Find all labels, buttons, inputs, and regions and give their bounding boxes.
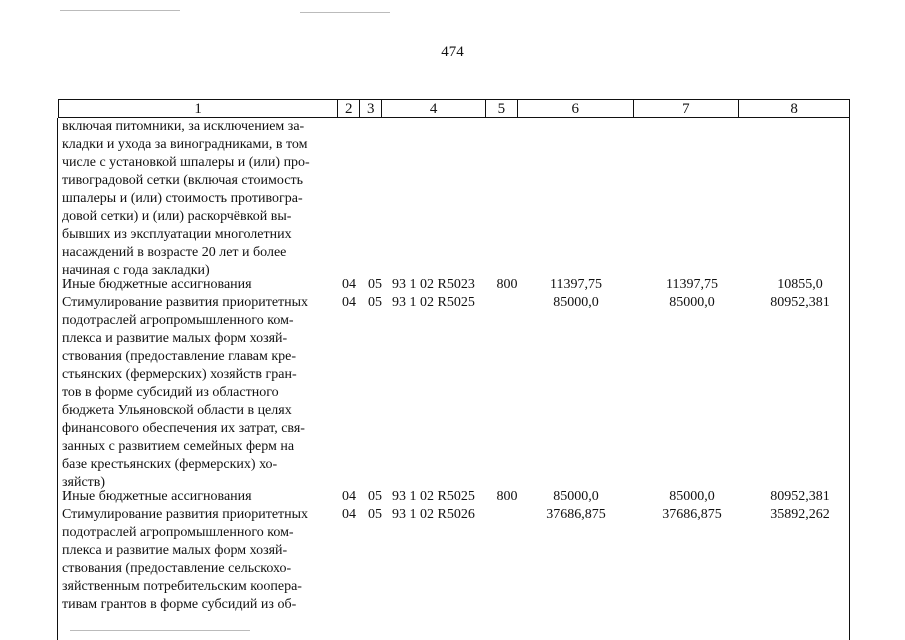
amount-col-8: 80952,381 (770, 295, 830, 310)
scan-artifact (70, 630, 250, 631)
description-line: плекса и развитие малых форм хозяй- (62, 543, 288, 558)
subsection-code: 05 (368, 295, 382, 310)
description-line: тов в форме субсидий из областного (62, 385, 279, 400)
section-code: 04 (342, 507, 356, 522)
table-row (58, 506, 850, 614)
header-col-3: 3 (360, 100, 382, 117)
description-line: тивоградовой сетки (включая стоимость (62, 173, 303, 188)
row-description (62, 276, 334, 294)
amount-col-8: 35892,262 (770, 507, 830, 522)
header-col-8: 8 (790, 101, 798, 117)
description-line: числе с установкой шпалеры и (или) про- (62, 155, 310, 170)
target-article-code: 93 1 02 R5025 (392, 295, 475, 310)
amount-col-6: 11397,75 (550, 277, 602, 292)
page-number: 474 (441, 44, 464, 60)
description-line: зяйств) (62, 475, 106, 490)
description-line: ствования (предоставление сельскохо- (62, 561, 292, 576)
description-line: зяйственным потребительским коопера- (62, 579, 302, 594)
row-description (62, 118, 334, 280)
expense-type-code: 800 (496, 277, 518, 292)
header-col-1: 1 (59, 100, 338, 117)
section-code: 04 (342, 277, 356, 292)
description-line: включая питомники, за исключением за- (62, 119, 305, 134)
amount-col-7: 37686,875 (662, 507, 722, 522)
table-body (58, 118, 850, 640)
amount-col-8: 10855,0 (777, 277, 823, 292)
target-article-code: 93 1 02 R5025 (392, 489, 475, 504)
description-line: Иные бюджетные ассигнования (62, 277, 252, 292)
header-col-7: 7 (634, 100, 740, 117)
amount-col-6: 37686,875 (546, 507, 606, 522)
amount-col-7: 85000,0 (669, 295, 715, 310)
description-line: Иные бюджетные ассигнования (62, 489, 252, 504)
header-col-4: 4 (382, 100, 486, 117)
amount-col-6: 85000,0 (553, 295, 599, 310)
description-line: начиная с года закладки) (62, 263, 210, 278)
section-code: 04 (342, 295, 356, 310)
description-line: подотраслей агропромышленного ком- (62, 525, 294, 540)
header-col-2: 2 (338, 100, 360, 117)
table-row (58, 294, 850, 492)
header-col-6: 6 (518, 100, 634, 117)
subsection-code: 05 (368, 277, 382, 292)
target-article-code: 93 1 02 R5023 (392, 277, 475, 292)
description-line: насаждений в возрасте 20 лет и более (62, 245, 287, 260)
expense-type-code: 800 (496, 489, 518, 504)
amount-col-7: 85000,0 (669, 489, 715, 504)
description-line: базе крестьянских (фермерских) хо- (62, 457, 278, 472)
description-line: довой сетки) и (или) раскорчёвкой вы- (62, 209, 292, 224)
table-header (58, 99, 850, 118)
description-line: плекса и развитие малых форм хозяй- (62, 331, 288, 346)
table-row (58, 276, 850, 294)
description-line: ствования (предоставление главам кре- (62, 349, 297, 364)
target-article-code: 93 1 02 R5026 (392, 507, 475, 522)
subsection-code: 05 (368, 489, 382, 504)
amount-col-8: 80952,381 (770, 489, 830, 504)
description-line: бывших из эксплуатации многолетних (62, 227, 292, 242)
row-description (62, 488, 334, 506)
description-line: занных с развитием семейных ферм на (62, 439, 295, 454)
amount-col-7: 11397,75 (666, 277, 718, 292)
description-line: финансового обеспечения их затрат, свя- (62, 421, 305, 436)
description-line: Стимулирование развития приоритетных (62, 507, 309, 522)
table-row (58, 488, 850, 506)
row-description (62, 294, 334, 492)
description-line: подотраслей агропромышленного ком- (62, 313, 294, 328)
scan-artifact (300, 12, 390, 13)
description-line: Стимулирование развития приоритетных (62, 295, 309, 310)
subsection-code: 05 (368, 507, 382, 522)
description-line: стьянских (фермерских) хозяйств гран- (62, 367, 297, 382)
description-line: кладки и ухода за виноградниками, в том (62, 137, 308, 152)
description-line: шпалеры и (или) стоимость противогра- (62, 191, 303, 206)
header-col-5: 5 (486, 100, 518, 117)
amount-col-6: 85000,0 (553, 489, 599, 504)
table-row (58, 118, 850, 280)
row-description (62, 506, 334, 614)
scan-artifact (60, 10, 180, 11)
description-line: тивам грантов в форме субсидий из об- (62, 597, 297, 612)
section-code: 04 (342, 489, 356, 504)
description-line: бюджета Ульяновской области в целях (62, 403, 292, 418)
